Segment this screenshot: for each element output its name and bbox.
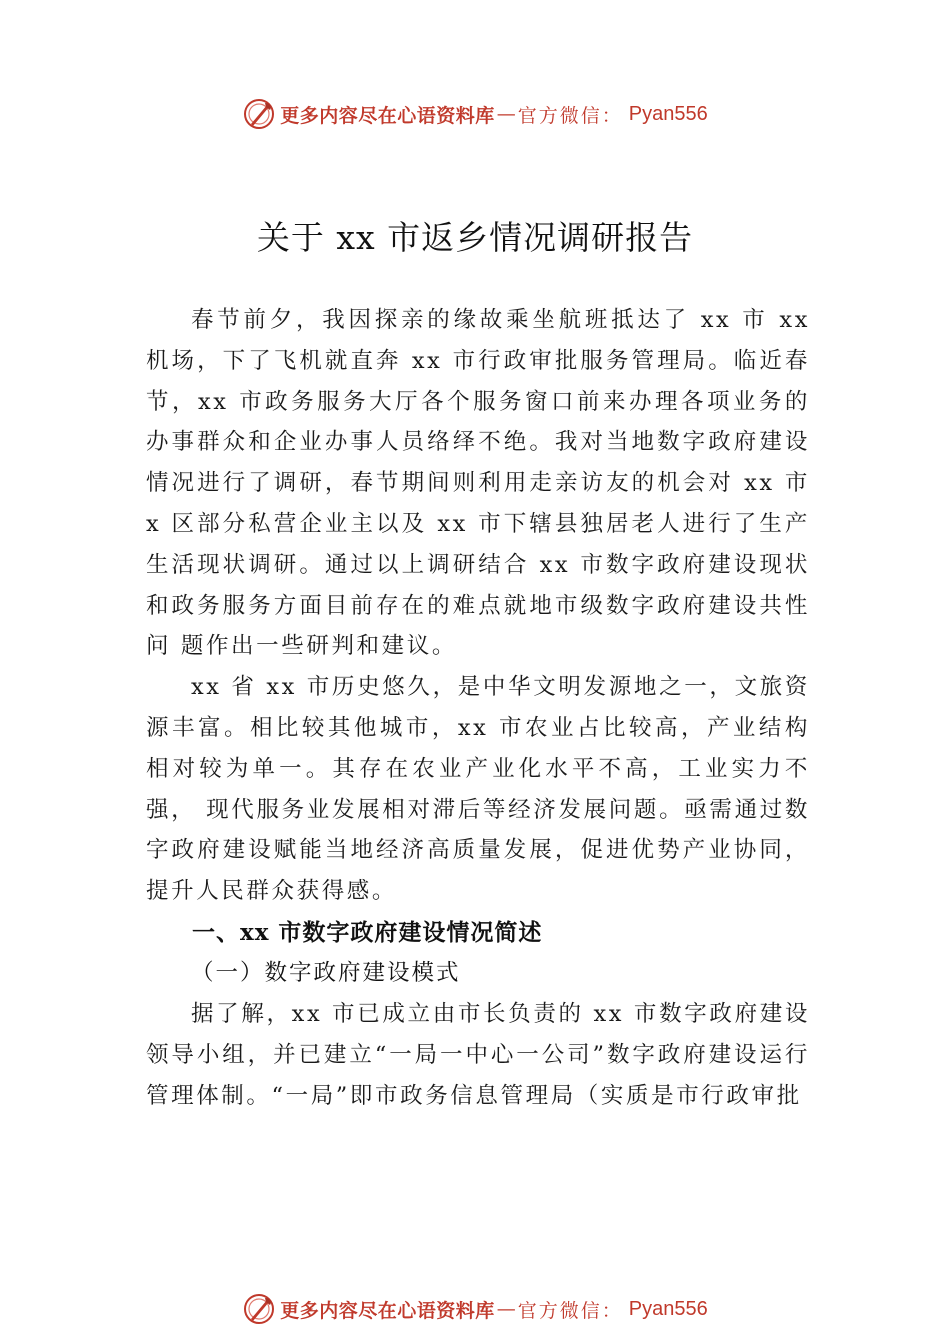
document-title: 关于 xx 市返乡情况调研报告 — [256, 218, 694, 258]
banner-official-label: 官方微信： — [517, 104, 623, 127]
document-body — [146, 300, 810, 1116]
subsection-heading-1: （一）数字政府建设模式 — [191, 959, 461, 986]
paragraph-background: xx 省 xx 市历史悠久，是中华文明发源地之一，文旅资源丰富。相比较其他城市，xx 市农业占比较高，产业结构相对较为单一。其存在农业产业化水平不高，工业实力不强， 现代服务业发展相对滞后等经济发展问题。亟需通过数字政府建设赋能当地经济高质量发展，促进优势产业协同，提升人民群众获得感。 — [146, 674, 810, 905]
header-banner — [0, 94, 950, 134]
footer-banner — [0, 1289, 950, 1329]
banner-brand-text: 更多内容尽在心语资料库 — [280, 104, 495, 127]
banner-brand-text: 更多内容尽在心语资料库 — [280, 1299, 495, 1322]
banner-dash: — — [496, 103, 516, 125]
section-heading-1: 一、xx 市数字政府建设情况简述 — [192, 918, 543, 946]
banner-dash: — — [496, 1298, 516, 1320]
banner-wechat-id: Pyan556 — [628, 1297, 708, 1320]
paragraph-intro: 春节前夕，我因探亲的缘故乘坐航班抵达了 xx 市 xx 机场，下了飞机就直奔 xx 市行政审批服务管理局。临近春节，xx 市政务服务大厅各个服务窗口前来办理各项业务的办事群众和企业办事人员络绎不绝。我对当地数字政府建设情况进行了调研，春节期间则利用走亲访友的机会对 xx 市 x 区部分私营企业主以及 xx 市下辖县独居老人进行了生产生活现状调研。通过以上调研结合 xx 市数字政府建设现状和政务服务方面目前存在的难点就地市级数字政府建设共性问 题作出一些研判和建议。 — [146, 307, 810, 660]
quill-pen-logo-icon — [242, 97, 276, 131]
banner-wechat-id: Pyan556 — [628, 102, 708, 125]
paragraph-section1: 据了解，xx 市已成立由市长负责的 xx 市数字政府建设领导小组，并已建立“一局一中心一公司”数字政府建设运行管理体制。“一局”即市政务信息管理局（实质是市行政审批 — [146, 1000, 810, 1109]
quill-pen-logo-icon — [242, 1292, 276, 1326]
banner-official-label: 官方微信： — [517, 1299, 623, 1322]
